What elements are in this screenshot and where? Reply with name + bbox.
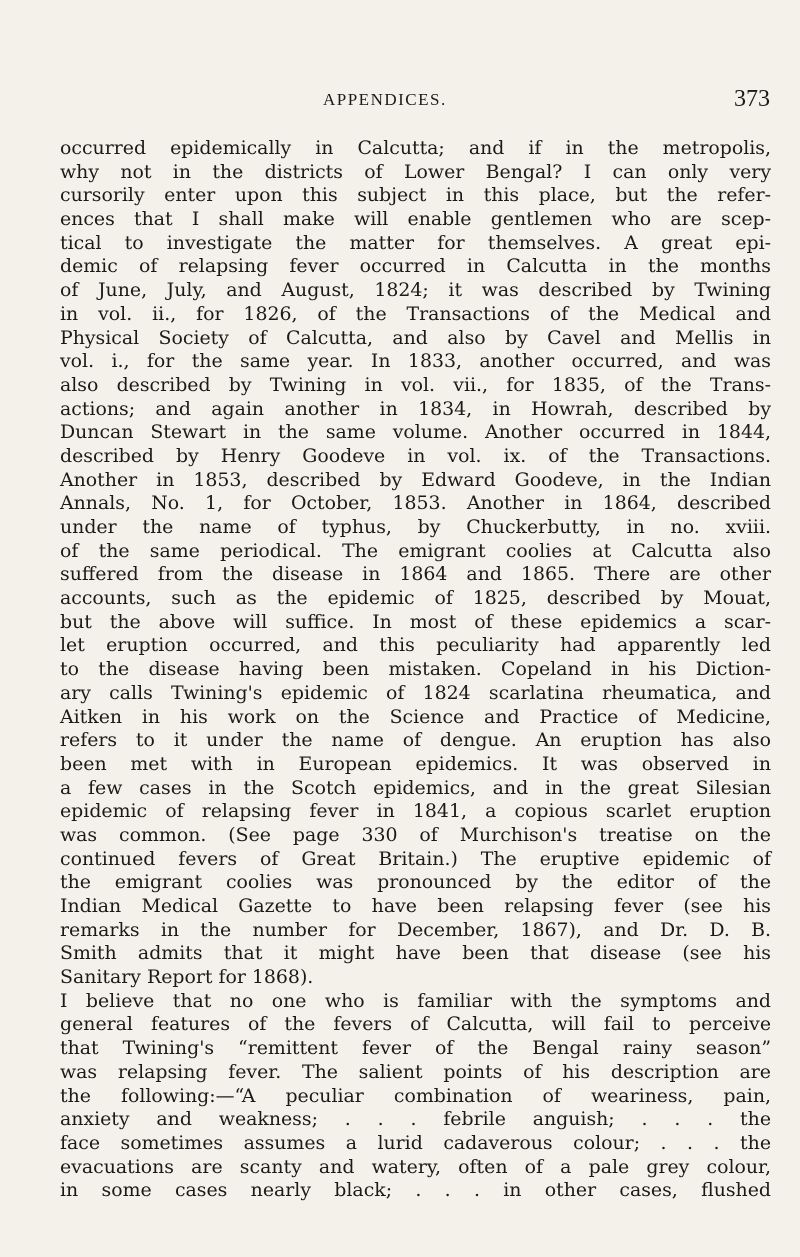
text-line: Sanitary Report for 1868).	[60, 966, 314, 989]
running-title: APPENDICES.	[323, 90, 447, 109]
text-line: tical to investigate the matter for themselves. A great epi-	[60, 231, 771, 254]
text-line: Smith admits that it might have been that disease (see his	[60, 942, 771, 965]
text-line: evacuations are scanty and watery, often of a pale grey colour,	[60, 1155, 771, 1178]
text-line: Another in 1853, described by Edward Goodeve, in the Indian	[60, 468, 771, 491]
text-line: anxiety and weakness; . . . febrile anguish; . . . the	[60, 1108, 771, 1131]
text-line: in vol. ii., for 1826, of the Transactions of the Medical and	[60, 302, 771, 325]
text-line: Physical Society of Calcutta, and also by Cavel and Mellis in	[60, 326, 771, 349]
text-line: epidemic of relapsing fever in 1841, a copious scarlet eruption	[60, 800, 771, 823]
text-line: Duncan Stewart in the same volume. Another occurred in 1844,	[60, 421, 771, 444]
page-number: 373	[734, 86, 770, 112]
text-line: in some cases nearly black; . . . in other cases, flushed	[60, 1179, 771, 1202]
text-line: continued fevers of Great Britain.) The eruptive epidemic of	[60, 847, 771, 870]
text-line: Annals, No. 1, for October, 1853. Another in 1864, described	[60, 492, 771, 515]
body-text	[60, 137, 771, 1203]
text-line: described by Henry Goodeve in vol. ix. of the Transactions.	[60, 444, 771, 467]
text-line: under the name of typhus, by Chuckerbutty, in no. xviii.	[60, 516, 771, 538]
text-line: general features of the fevers of Calcutta, will fail to perceive	[60, 1013, 771, 1036]
text-line: I believe that no one who is familiar with the symptoms and	[60, 989, 771, 1012]
text-line: remarks in the number for December, 1867), and Dr. D. B.	[60, 918, 771, 941]
text-line: that Twining's “remittent fever of the Bengal rainy season”	[60, 1037, 771, 1060]
text-line: actions; and again another in 1834, in Howrah, described by	[60, 397, 771, 420]
text-line: the following:—“A peculiar combination of weariness, pain,	[60, 1084, 771, 1107]
text-line: cursorily enter upon this subject in this place, but the refer-	[60, 184, 771, 207]
text-line: refers to it under the name of dengue. An eruption has also	[60, 729, 771, 752]
text-line: ary calls Twining's epidemic of 1824 scarlatina rheumatica, and	[60, 681, 771, 704]
text-line: accounts, such as the epidemic of 1825, described by Mouat,	[60, 587, 771, 610]
text-line: face sometimes assumes a lurid cadaverous colour; . . . the	[60, 1131, 771, 1154]
text-line: ences that I shall make will enable gentlemen who are scep-	[60, 208, 771, 231]
text-line: but the above will suffice. In most of these epidemics a scar-	[60, 610, 771, 633]
text-line: was relapsing fever. The salient points of his description are	[60, 1060, 771, 1083]
text-line: a few cases in the Scotch epidemics, and in the great Silesian	[60, 776, 771, 799]
text-line: Indian Medical Gazette to have been relapsing fever (see his	[60, 895, 771, 917]
text-line: suffered from the disease in 1864 and 1865. There are other	[60, 563, 771, 586]
text-line: of the same periodical. The emigrant coolies at Calcutta also	[60, 539, 771, 562]
text-line: occurred epidemically in Calcutta; and if in the metropolis,	[60, 137, 771, 159]
text-line: was common. (See page 330 of Murchison's treatise on the	[60, 823, 771, 846]
running-head	[60, 86, 770, 120]
text-line: to the disease having been mistaken. Copeland in his Diction-	[60, 658, 771, 681]
text-line: vol. i., for the same year. In 1833, another occurred, and was	[60, 350, 771, 373]
text-line: of June, July, and August, 1824; it was described by Twining	[60, 279, 771, 302]
text-line: why not in the districts of Lower Bengal? I can only very	[60, 160, 771, 183]
text-line: been met with in European epidemics. It was observed in	[60, 752, 771, 775]
text-line: demic of relapsing fever occurred in Calcutta in the months	[60, 255, 771, 278]
text-line: also described by Twining in vol. vii., for 1835, of the Trans-	[60, 373, 771, 396]
text-line: let eruption occurred, and this peculiarity had apparently led	[60, 634, 771, 657]
text-line: Aitken in his work on the Science and Practice of Medicine,	[60, 705, 771, 728]
text-line: the emigrant coolies was pronounced by the editor of the	[60, 871, 771, 894]
